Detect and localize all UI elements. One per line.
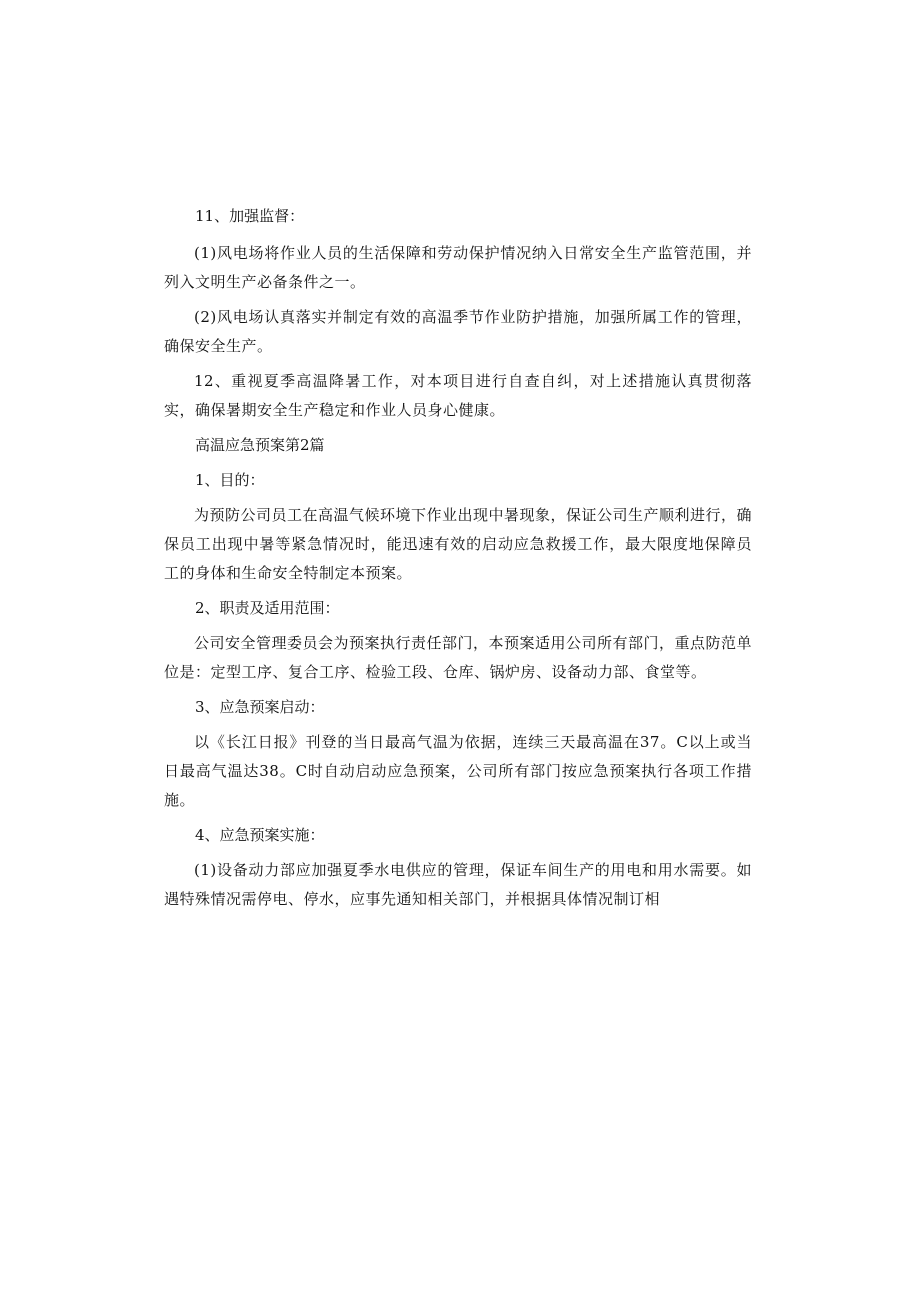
part-2-title: 高温应急预案第2篇 [195,436,325,454]
section-2-title: 2、职责及适用范围： [195,599,340,617]
section-3-title: 3、应急预案启动： [195,698,325,716]
section-2-body: 公司安全管理委员会为预案执行责任部门，本预案适用公司所有部门，重点防范单位是：定型工序、复合工序、检验工段、仓库、锅炉房、设备动力部、食堂等。 [164,634,753,681]
section-4-body: (1)设备动力部应加强夏季水电供应的管理，保证车间生产的用电和用水需要。如遇特殊情况需停电、停水，应事先通知相关部门，并根据具体情况制订相 [164,861,752,908]
item-11-paragraph-1: (1)风电场将作业人员的生活保障和劳动保护情况纳入日常安全生产监管范围，并列入文明生产必备条件之一。 [164,244,752,291]
item-12-paragraph: 12、重视夏季高温降暑工作，对本项目进行自查自纠，对上述措施认真贯彻落实，确保暑期安全生产稳定和作业人员身心健康。 [164,372,752,419]
document-body [164,202,752,914]
section-1-body: 为预防公司员工在高温气候环境下作业出现中暑现象，保证公司生产顺利进行，确保员工出现中暑等紧急情况时，能迅速有效的启动应急救援工作，最大限度地保障员工的身体和生命安全特制定本预案。 [164,506,753,582]
item-11-title: 11、加强监督： [195,207,305,225]
item-11-paragraph-2: (2)风电场认真落实并制定有效的高温季节作业防护措施，加强所属工作的管理，确保安全生产。 [164,308,752,355]
section-1-title: 1、目的： [195,471,265,489]
section-3-body: 以《长江日报》刊登的当日最高气温为依据，连续三天最高温在37。C以上或当日最高气温达38。C时自动启动应急预案，公司所有部门按应急预案执行各项工作措施。 [164,733,752,809]
section-4-title: 4、应急预案实施： [195,826,325,844]
